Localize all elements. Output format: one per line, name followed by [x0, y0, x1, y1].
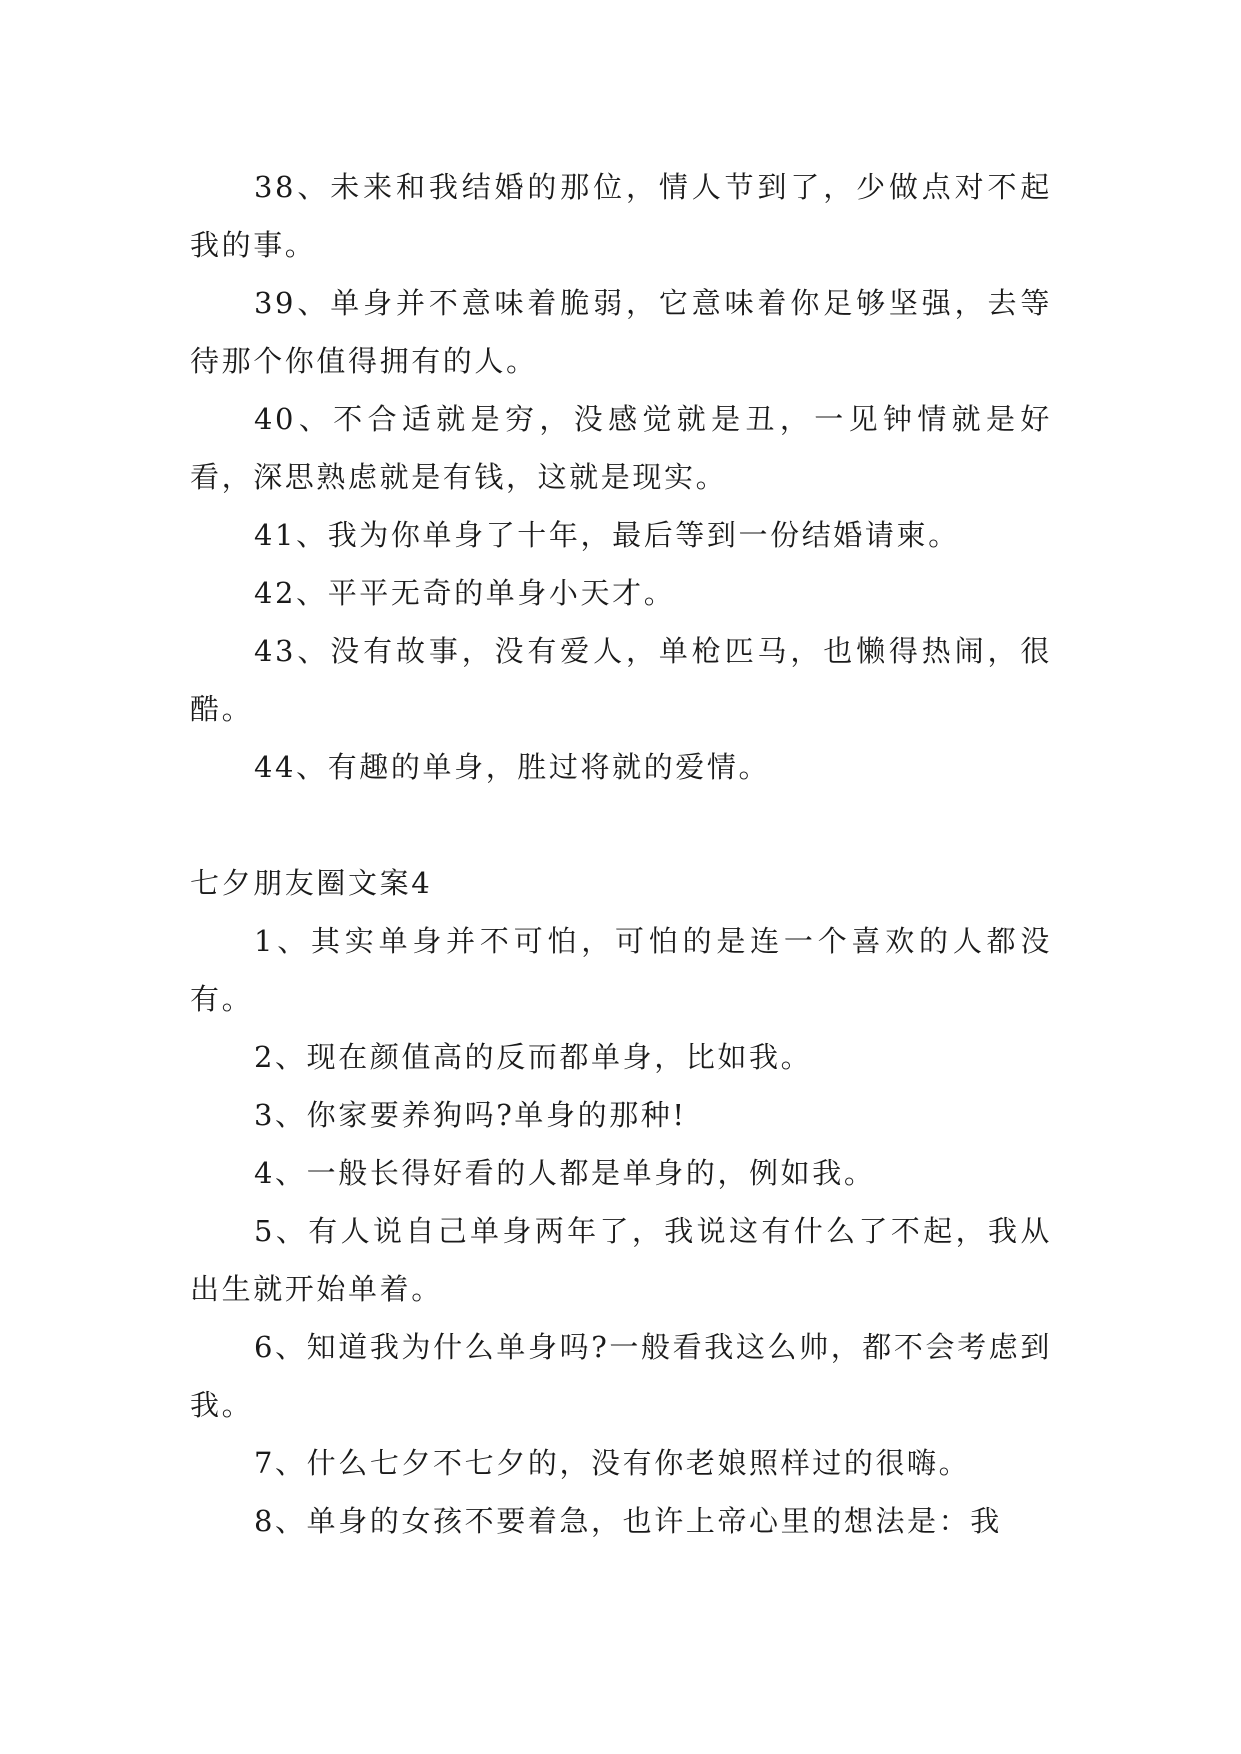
list-item: 44、有趣的单身，胜过将就的爱情。	[254, 750, 771, 784]
list-item: 1、其实单身并不可怕，可怕的是连一个喜欢的人都没有。	[190, 924, 1052, 1016]
list-item: 8、单身的女孩不要着急，也许上帝心里的想法是：我	[254, 1504, 1002, 1538]
document-page	[190, 158, 1052, 1550]
list-item: 3、你家要养狗吗?单身的那种!	[254, 1098, 687, 1132]
list-item: 43、没有故事，没有爱人，单枪匹马，也懒得热闹，很酷。	[190, 634, 1052, 726]
list-item: 40、不合适就是穷，没感觉就是丑，一见钟情就是好看，深思熟虑就是有钱，这就是现实。	[190, 402, 1052, 494]
list-item: 41、我为你单身了十年，最后等到一份结婚请柬。	[254, 518, 960, 552]
list-item: 6、知道我为什么单身吗?一般看我这么帅，都不会考虑到我。	[190, 1330, 1052, 1422]
list-item: 39、单身并不意味着脆弱，它意味着你足够坚强，去等待那个你值得拥有的人。	[190, 286, 1052, 378]
section-spacer	[190, 796, 1052, 854]
list-item: 2、现在颜值高的反而都单身，比如我。	[254, 1040, 813, 1074]
list-item: 42、平平无奇的单身小天才。	[254, 576, 676, 610]
section-heading: 七夕朋友圈文案4	[190, 866, 433, 900]
list-item: 4、一般长得好看的人都是单身的，例如我。	[254, 1156, 876, 1190]
list-item: 5、有人说自己单身两年了，我说这有什么了不起，我从出生就开始单着。	[190, 1214, 1052, 1306]
list-item: 38、未来和我结婚的那位，情人节到了，少做点对不起我的事。	[190, 170, 1052, 262]
list-item: 7、什么七夕不七夕的，没有你老娘照样过的很嗨。	[254, 1446, 971, 1480]
